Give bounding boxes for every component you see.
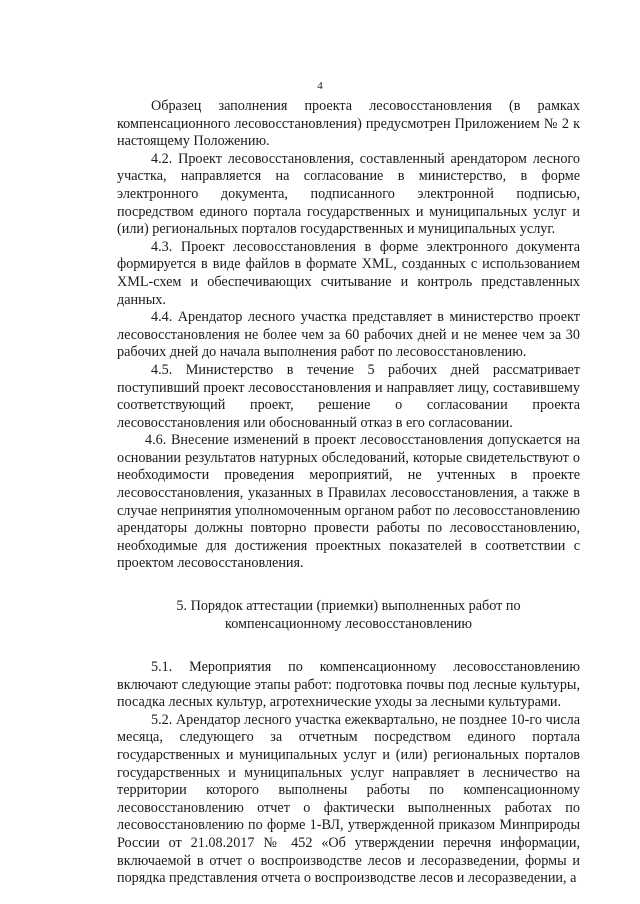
paragraph-5-2: 5.2. Арендатор лесного участка ежеквартально, не позднее 10-го числа месяца, следующего за отчетным посредством единого портала государственных и муниципальных услуг и (или) региональных порталов государственных и муниципальных услуг направляет в лесничество на территории которого выполнены работы по компенсационному лесовосстановлению отчет о фактически выполненных работах по лесовосстановлению по форме 1-ВЛ, утвержденной приказом Минприроды России от 21.08.2017 № 452 «Об утверждении перечня информации, включаемой в отчет о воспроизводстве лесов и лесоразведении, формы и порядка представления отчета о воспроизводстве лесов и лесоразведении, а <box>117 711 580 887</box>
paragraph-sample-reference: Образец заполнения проекта лесовосстановления (в рамках компенсационного лесовосстановления) предусмотрен Приложением № 2 к настоящему Положению. <box>117 98 580 150</box>
page-number: 4 <box>317 80 323 92</box>
paragraph-4-4: 4.4. Арендатор лесного участка представляет в министерство проект лесовосстановления не более чем за 60 рабочих дней и не менее чем за 30 рабочих дней до начала выполнения работ по лесовосстановлению. <box>117 309 580 361</box>
paragraph-4-2: 4.2. Проект лесовосстановления, составленный арендатором лесного участка, направляется на согласование в министерство, в форме электронного документа, подписанного электронной подписью, посредством единого портала государственных и муниципальных услуг и (или) региональных порталов государственных и муниципальных услуг. <box>117 150 580 238</box>
document-body <box>117 98 580 888</box>
paragraph-5-1: 5.1. Мероприятия по компенсационному лесовосстановлению включают следующие этапы работ: подготовка почвы под лесные культуры, посадка лесных культур, агротехнические уходы за лесными культурами. <box>117 659 580 711</box>
paragraph-4-6: 4.6. Внесение изменений в проект лесовосстановления допускается на основании результатов натурных обследований, которые свидетельствуют о необходимости проведения мероприятий, не учтенных в проекте лесовосстановления, указанных в Правилах лесовосстановления, а также в случае непринятия уполномоченным органом работ по лесовосстановлению арендаторы должны повторно провести работы по лесовосстановлению, необходимые для достижения проектных показателей в соответствии с проектом лесовосстановления. <box>117 432 580 572</box>
paragraph-4-5: 4.5. Министерство в течение 5 рабочих дней рассматривает поступивший проект лесовосстановления и направляет лицу, составившему соответствующий проект, решение о согласовании проекта лесовосстановления или обоснованный отказ в его согласовании. <box>117 361 580 431</box>
paragraph-4-3: 4.3. Проект лесовосстановления в форме электронного документа формируется в виде файлов в формате XML, созданных с использованием XML-схем и обеспечивающих считывание и контроль представленных данных. <box>117 238 580 308</box>
section-heading: 5. Порядок аттестации (приемки) выполненных работ по компенсационному лесовосстановлению <box>176 598 521 633</box>
